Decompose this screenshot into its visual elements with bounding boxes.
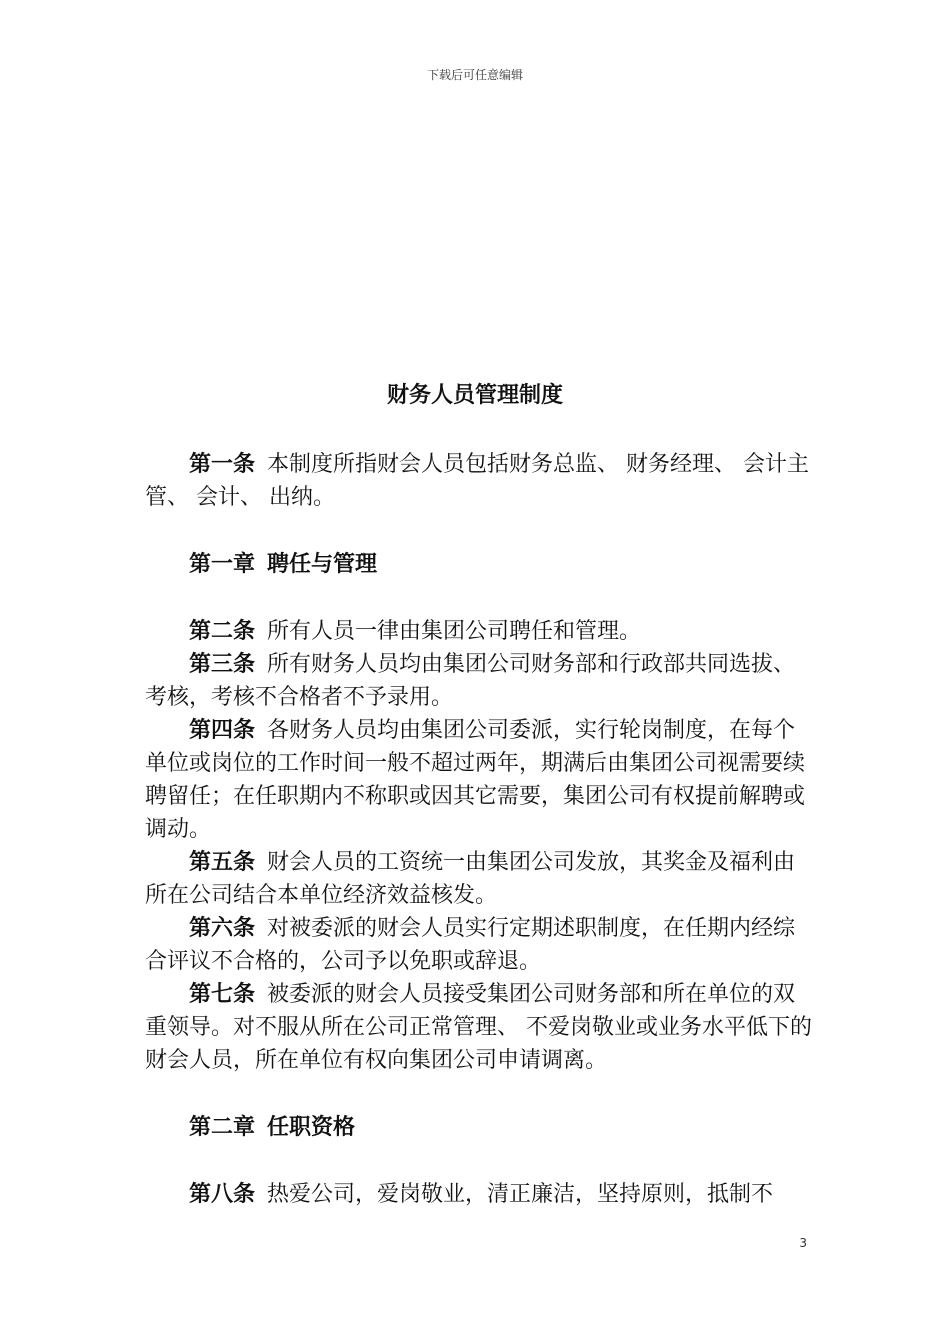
article-1 [145,448,815,514]
article-text: 财会人员的工资统一由集团公司发放，其奖金及福利由所在公司结合本单位经济效益核发。 [145,850,796,908]
article-text: 所有财务人员均由集团公司财务部和行政部共同选拔、 考核，考核不合格者不予录用。 [145,652,796,710]
article-2 [145,615,815,648]
article-3 [145,648,815,714]
article-text: 被委派的财会人员接受集团公司财务部和所在单位的双重领导。对不服从所在公司正常管理、 不爱岗敬业或业务水平低下的财会人员，所在单位有权向集团公司申请调离。 [145,982,812,1073]
article-number: 第一条 [189,452,256,477]
article-number: 第六条 [189,916,256,941]
chapter-title: 聘任与管理 [267,552,378,577]
article-number: 第七条 [189,982,256,1007]
article-text: 热爱公司，爱岗敬业，清正廉洁，坚持原则，抵制不 [267,1182,774,1207]
chapter-title: 任职资格 [267,1115,356,1140]
chapter-number: 第一章 [189,552,256,577]
document-body [145,448,815,1211]
article-5 [145,846,815,912]
article-text: 本制度所指财会人员包括财务总监、 财务经理、 会计主管、 会计、 出纳。 [145,452,810,510]
article-number: 第八条 [189,1182,256,1207]
page-header: 下载后可任意编辑 [426,68,523,82]
article-number: 第四条 [189,718,256,743]
article-number: 第三条 [189,652,256,677]
article-8 [145,1178,815,1211]
chapter-1-heading [145,548,815,581]
article-text: 对被委派的财会人员实行定期述职制度，在任期内经综合评议不合格的，公司予以免职或辞退。 [145,916,796,974]
document-title: 财务人员管理制度 [386,383,563,408]
article-number: 第二条 [189,619,256,644]
article-text: 各财务人员均由集团公司委派，实行轮岗制度，在每个单位或岗位的工作时间一般不超过两年，期满后由集团公司视需要续聘留任；在任职期内不称职或因其它需要，集团公司有权提前解聘或调动。 [145,718,806,842]
article-text: 所有人员一律由集团公司聘任和管理。 [267,619,642,644]
chapter-number: 第二章 [189,1115,256,1140]
article-number: 第五条 [189,850,256,875]
page-number: 3 [799,1236,807,1250]
article-4 [145,714,815,846]
chapter-2-heading [145,1111,815,1144]
article-7 [145,978,815,1077]
article-6 [145,912,815,978]
